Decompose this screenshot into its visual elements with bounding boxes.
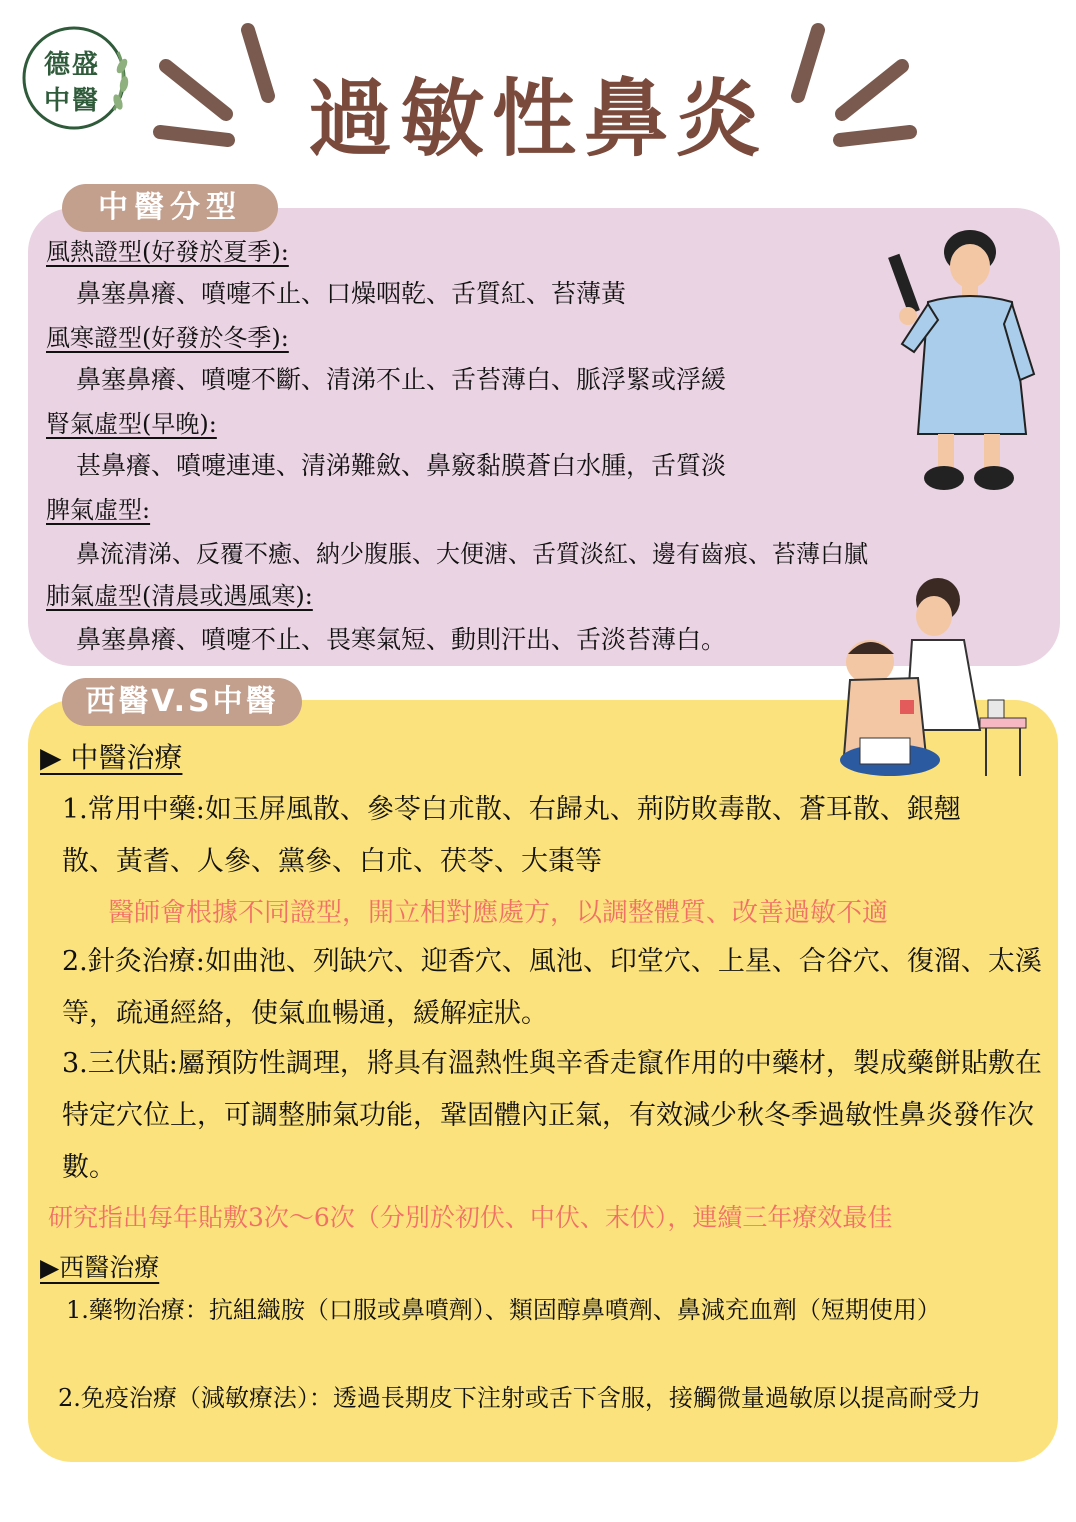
tcm-types-label: 中醫分型 [62, 184, 278, 232]
type-symptoms: 鼻塞鼻癢、噴嚏不斷、清涕不止、舌苔薄白、脈浮緊或浮緩 [76, 365, 727, 394]
tcm-sanfu-item: 3.三伏貼:屬預防性調理，將具有溫熱性與辛香走竄作用的中藥材，製成藥餅貼敷在特定穴位上，可調整肺氣功能，鞏固體內正氣，有效減少秋冬季過敏性鼻炎發作次數。 [62, 1048, 1042, 1183]
western-immuno-item: 2.免疫治療（減敏療法）：透過長期皮下注射或舌下含服，接觸微量過敏原以提高耐受力 [58, 1384, 981, 1412]
type-symptoms: 鼻塞鼻癢、噴嚏不止、口燥咽乾、舌質紅、苔薄黃 [76, 279, 627, 308]
acupuncture-scene-illustration [830, 570, 1030, 780]
tcm-treatment-heading: ▶ 中醫治療 [40, 741, 183, 774]
type-symptoms: 鼻塞鼻癢、噴嚏不止、畏寒氣短、動則汗出、舌淡苔薄白。 [76, 625, 727, 654]
tcm-herbs-item: 1.常用中藥:如玉屏風散、參苓白朮散、右歸丸、荊防敗毒散、蒼耳散、銀翹散、黃耆、人參、黨參、白朮、茯苓、大棗等 [62, 794, 961, 877]
type-heading: 風寒證型(好發於冬季): [46, 324, 289, 352]
logo-line-2: 中醫 [44, 86, 101, 116]
type-symptoms: 鼻流清涕、反覆不癒、納少腹脹、大便溏、舌質淡紅、邊有齒痕、苔薄白膩 [76, 540, 868, 568]
tcm-sanfu-note: 研究指出每年貼敷3次～6次（分別於初伏、中伏、末伏），連續三年療效最佳 [48, 1203, 893, 1232]
page-title: 過敏性鼻炎 [307, 70, 768, 168]
tcm-herbs-note: 醫師會根據不同證型，開立相對應處方，以調整體質、改善過敏不適 [108, 898, 889, 928]
type-heading: 風熱證型(好發於夏季): [46, 238, 289, 266]
doctor-illustration [888, 224, 1038, 500]
logo-line-1: 德盛 [44, 50, 101, 80]
western-treatment-heading: ▶西醫治療 [40, 1253, 160, 1282]
western-drug-item: 1.藥物治療：抗組織胺（口服或鼻噴劑）、類固醇鼻噴劑、鼻減充血劑（短期使用） [66, 1296, 941, 1324]
type-heading: 腎氣虛型(早晚): [46, 410, 217, 438]
type-symptoms: 甚鼻癢、噴嚏連連、清涕難斂、鼻竅黏膜蒼白水腫，舌質淡 [76, 451, 727, 480]
tcm-acupuncture-item: 2.針灸治療:如曲池、列缺穴、迎香穴、風池、印堂穴、上星、合谷穴、復溜、太溪等，疏通經絡，使氣血暢通，緩解症狀。 [62, 946, 1042, 1029]
type-heading: 肺氣虛型(清晨或遇風寒): [46, 582, 313, 610]
type-heading: 脾氣虛型: [46, 496, 151, 524]
compare-label: 西醫V.S中醫 [62, 678, 302, 726]
